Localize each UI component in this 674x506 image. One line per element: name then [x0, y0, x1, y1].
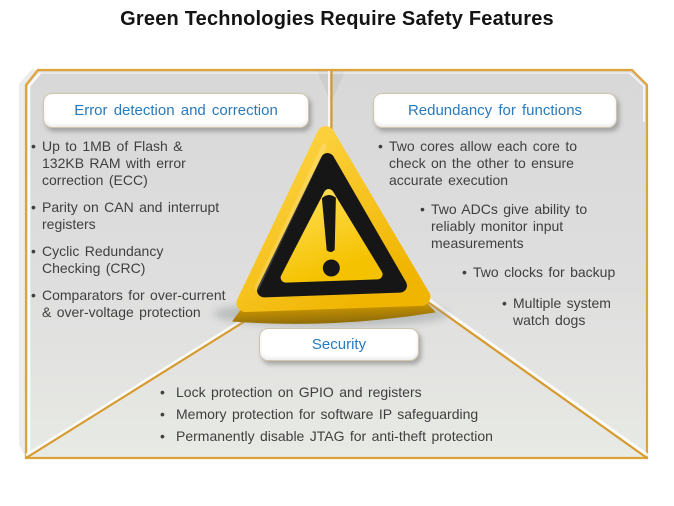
list-item [31, 287, 232, 321]
label-redundancy-text: Redundancy for functions [407, 102, 583, 119]
list-item [31, 138, 220, 189]
list-item [462, 264, 653, 281]
bullet-text: Permanently disable JTAG for anti-theft protection [176, 428, 493, 444]
list-item [502, 295, 648, 329]
bullet-text: Up to 1MB of Flash & 132KB RAM with error correction (ECC) [42, 138, 186, 188]
list-item [160, 406, 606, 423]
list-item [160, 384, 606, 401]
list-item [420, 201, 623, 252]
bullet-text: Two clocks for backup [473, 264, 616, 280]
bullet-text: Parity on CAN and interrupt registers [42, 199, 220, 232]
bullet-text: Two ADCs give ability to reliably monitor input measurements [431, 201, 588, 251]
security-list [160, 384, 606, 450]
label-security-text: Security [311, 336, 367, 353]
list-item [31, 199, 254, 233]
error-detection-list [31, 138, 254, 331]
redundancy-list [378, 138, 653, 341]
bullet-text: Lock protection on GPIO and registers [176, 384, 422, 400]
label-redundancy [373, 93, 617, 128]
bullet-text: Multiple system watch dogs [513, 295, 611, 328]
bullet-text: Memory protection for software IP safeguarding [176, 406, 479, 422]
list-item [31, 243, 210, 277]
bullet-text: Two cores allow each core to check on the other to ensure accurate execution [389, 138, 578, 188]
bullet-text: Comparators for over-current & over-voltage protection [42, 287, 226, 320]
label-error-detection-text: Error detection and correction [74, 102, 278, 119]
list-item [378, 138, 607, 189]
list-item [160, 428, 606, 445]
label-error-detection [43, 93, 309, 128]
bullet-text: Cyclic Redundancy Checking (CRC) [42, 243, 164, 276]
page-title: Green Technologies Require Safety Features [120, 8, 554, 30]
